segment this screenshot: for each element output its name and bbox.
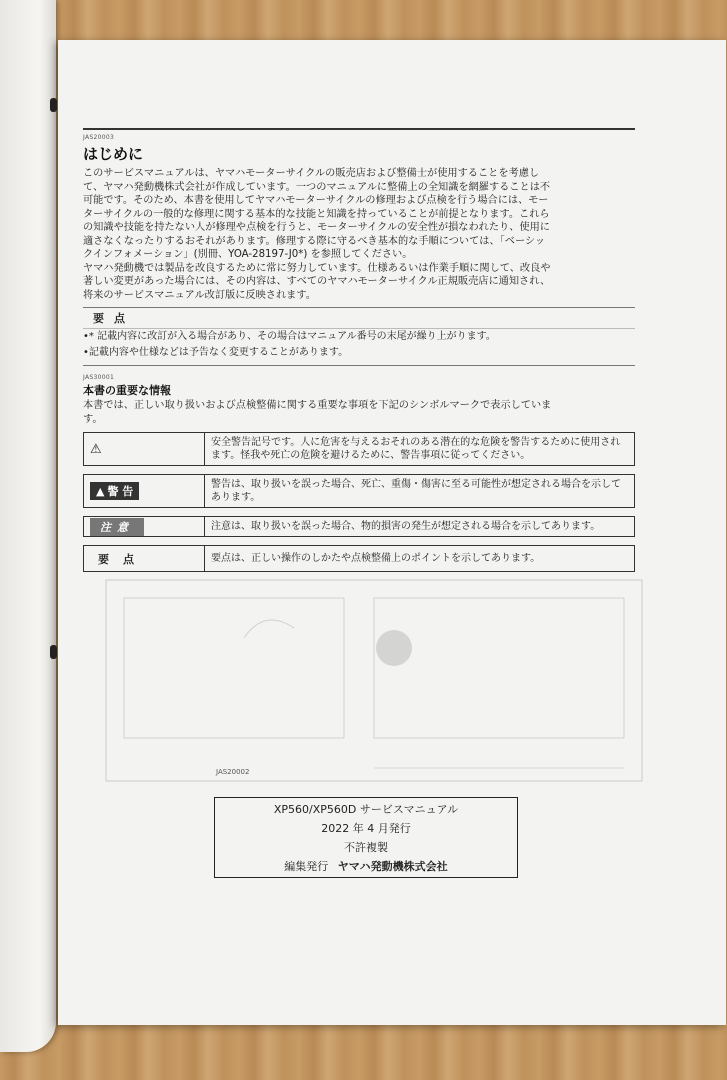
note-label: 要点 <box>93 312 135 325</box>
intro-line: の知識や技能を持たない人が修理や点検を行うと、モーターサイクルの安全性が損なわれたり、使用に <box>83 222 550 233</box>
note-item: •* 記載内容に改訂が入る場合があり、その場合はマニュアル番号の末尾が繰り上がります。 <box>83 331 496 342</box>
ghost-code: JAS20002 <box>216 768 250 776</box>
symbol-row-caution <box>83 516 635 537</box>
intro-line: 将来のサービスマニュアル改訂版に反映されます。 <box>83 289 316 301</box>
symbol-row-safety <box>83 432 635 466</box>
symbol-description: 注意は、取り扱いを誤った場合、物的損害の発生が想定される場合を示してあります。 <box>211 521 601 532</box>
point-label-cell <box>84 546 205 571</box>
caution-badge: 注意 <box>90 518 144 536</box>
section-code: JAS20003 <box>83 134 115 141</box>
left-page-edge <box>0 0 56 1052</box>
intro-line: ターサイクルの一般的な修理に関する基本的な技能と知識を持っていることが前提となります。これら <box>83 208 550 220</box>
intro-paragraph <box>83 167 635 302</box>
symbol-table <box>83 432 635 572</box>
intro-line: 可能です。そのため、本書を使用してヤマハモーターサイクルの修理および点検を行う場合には、モー <box>83 195 549 206</box>
warning-badge <box>90 482 139 500</box>
intro-line: ヤマハ発動機では製品を改良するために常に努力しています。仕様あるいは作業手順に関して、改良や <box>83 262 551 274</box>
publisher-label: 編集発行 <box>284 860 329 873</box>
symbol-row-warning <box>83 474 635 508</box>
intro-line: 著しい変更があった場合には、その内容は、すべてのヤマハモーターサイクル正規販売店に通知され、 <box>83 276 551 287</box>
top-rule <box>83 128 635 130</box>
colophon-publisher <box>215 857 517 876</box>
binder-hole <box>50 645 57 659</box>
main-content <box>83 128 635 572</box>
section-subtitle: 本書の重要な情報 <box>83 384 171 397</box>
binder-hole <box>50 98 57 112</box>
intro-line: て、ヤマハ発動機株式会社が作成しています。一つのマニュアルに整備上の全知識を網羅することは不 <box>83 181 551 193</box>
point-label: 要点 <box>98 552 148 566</box>
publisher-name: ヤマハ発動機株式会社 <box>337 860 448 873</box>
symbol-description: 要点は、正しい操作のしかたや点検整備上のポイントを示してあります。 <box>211 553 541 564</box>
symbol-description: 安全警告記号です。人に危害を与えるおそれのある潜在的な危険を警告するために使用されます。怪我や死亡の危険を避けるために、警告事項に従ってください。 <box>211 437 621 461</box>
warning-label-cell <box>84 475 205 507</box>
intro-line: 適さなくなったりするおそれがあります。修理する際に守るべき基本的な手順については、「ベーシッ <box>83 235 546 247</box>
colophon-copyright: 不許複製 <box>344 841 388 854</box>
page-title: はじめに <box>83 145 144 163</box>
colophon-date: 2022 年 4 月発行 <box>321 822 411 835</box>
symbol-row-point <box>83 545 635 572</box>
colophon-box <box>214 797 518 878</box>
show-through-ghost <box>104 578 644 783</box>
section-code: JAS30001 <box>83 374 115 381</box>
caution-label-cell <box>84 517 205 536</box>
colophon-title: XP560/XP560D サービスマニュアル <box>273 803 459 816</box>
intro-line: このサービスマニュアルは、ヤマハモーターサイクルの販売店および整備士が使用することを考慮し <box>83 168 540 179</box>
warning-triangle-icon: ⚠ <box>90 441 102 457</box>
note-header <box>83 307 635 329</box>
safety-alert-symbol <box>84 433 205 465</box>
intro-line: クインフォメーション」(別冊、YOA-28197-J0*) を参照してください。 <box>83 249 413 260</box>
warning-label: 警 告 <box>107 485 134 498</box>
note-item: •記載内容や仕様などは予告なく変更することがあります。 <box>83 347 349 358</box>
section-intro: 本書では、正しい取り扱いおよび点検整備に関する重要な事項を下記のシンボルマークで表示していま す。 <box>83 400 552 425</box>
warning-triangle-icon: ▲ <box>96 484 105 498</box>
note-end-rule <box>83 365 635 366</box>
symbol-description: 警告は、取り扱いを誤った場合、死亡、重傷・傷害に至る可能性が想定される場合を示してあります。 <box>211 479 621 503</box>
